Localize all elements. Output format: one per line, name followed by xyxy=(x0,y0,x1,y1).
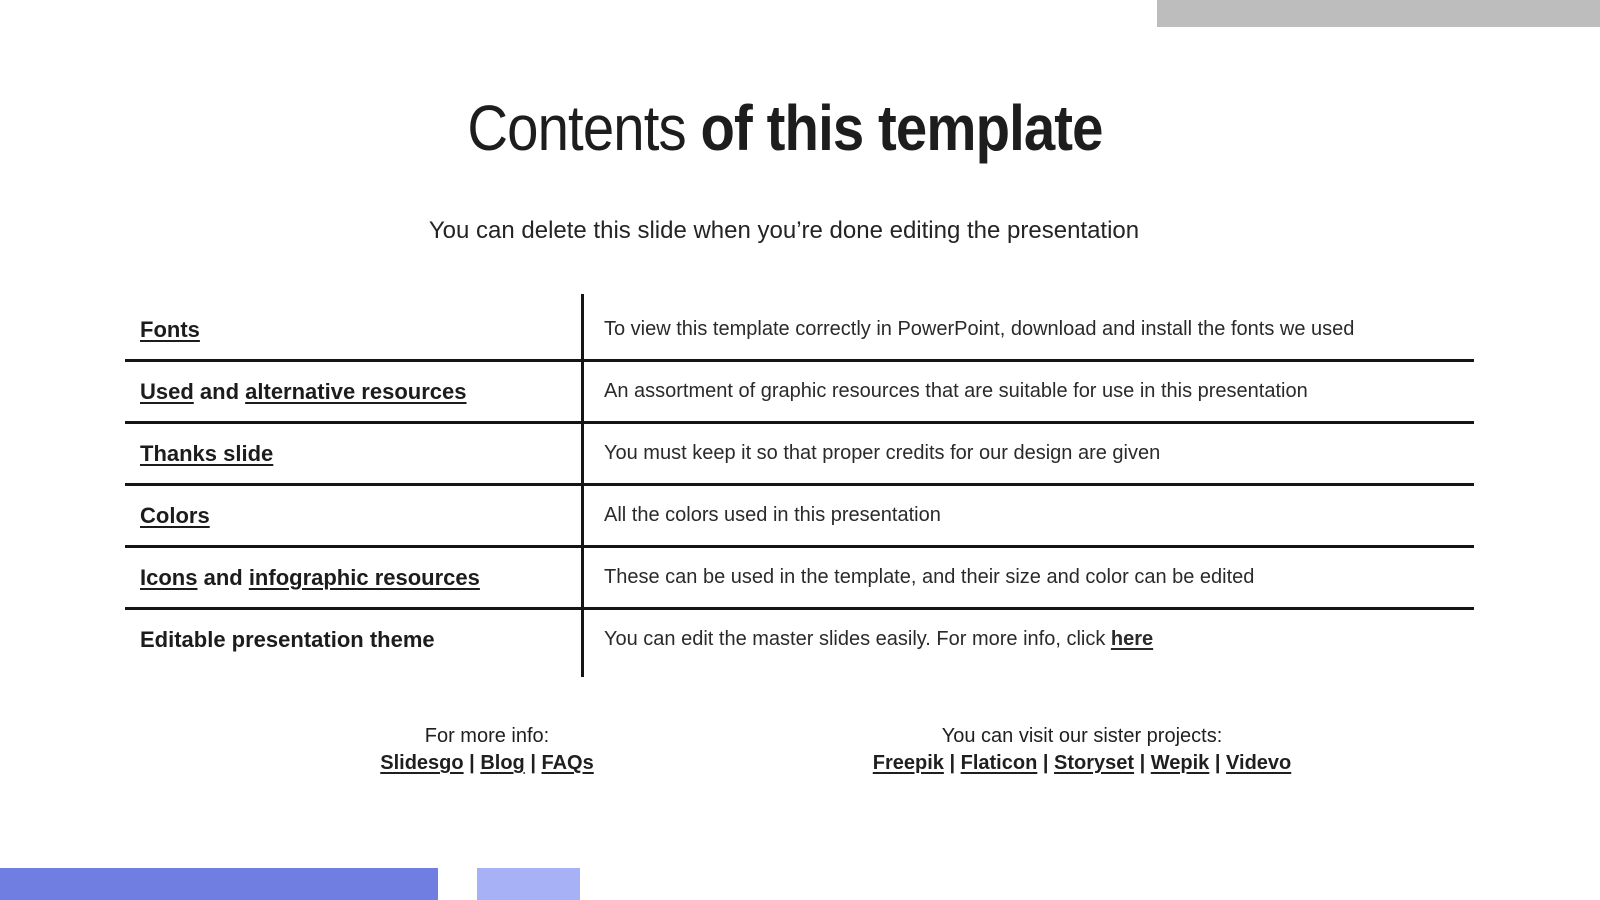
row-description-text: You can edit the master slides easily. For more info, click xyxy=(604,628,1111,650)
row-label xyxy=(125,373,583,411)
row-description xyxy=(583,496,1474,535)
footer-link-videvo[interactable]: Videvo xyxy=(1226,752,1292,774)
table-row xyxy=(125,421,1474,483)
footer-link-slidesgo[interactable]: Slidesgo xyxy=(380,752,464,774)
footer-more-info xyxy=(187,723,787,777)
row-description xyxy=(583,434,1474,473)
row-description-text: These can be used in the template, and their size and color can be edited xyxy=(604,566,1255,588)
row-description xyxy=(583,558,1474,597)
row-label xyxy=(125,435,583,473)
row-label-link[interactable]: Colors xyxy=(140,502,210,528)
row-label-text: Editable presentation theme xyxy=(140,626,435,652)
row-description-text: To view this template correctly in PowerPoint, download and install the fonts we used xyxy=(604,318,1355,340)
table-row xyxy=(125,359,1474,421)
row-label-text: and xyxy=(193,378,246,404)
page-subtitle: You can delete this slide when you’re done editing the presentation xyxy=(428,217,1140,244)
footer-link-flaticon[interactable]: Flaticon xyxy=(960,752,1038,774)
row-description xyxy=(583,620,1474,659)
page-title xyxy=(94,92,1476,164)
row-description-text: All the colors used in this presentation xyxy=(604,504,941,526)
table-row xyxy=(125,545,1474,607)
footer-more-info-links: Slidesgo | Blog | FAQs xyxy=(380,752,594,774)
row-label xyxy=(125,497,583,535)
footer-link-storyset[interactable]: Storyset xyxy=(1054,752,1135,774)
top-right-decoration-bar xyxy=(1157,0,1600,27)
table-row xyxy=(125,483,1474,545)
row-description-link[interactable]: here xyxy=(1110,628,1154,650)
contents-table xyxy=(125,300,1474,669)
page-title-regular: Contents xyxy=(467,92,701,164)
row-label-link[interactable]: Used xyxy=(140,378,194,404)
row-label xyxy=(125,559,583,597)
row-description xyxy=(583,372,1474,411)
bottom-left-bar-secondary xyxy=(477,868,580,900)
row-label-link[interactable]: Fonts xyxy=(140,316,200,342)
row-label xyxy=(125,311,583,349)
footer-sister-projects-links: Freepik | Flaticon | Storyset | Wepik | Videvo xyxy=(872,752,1292,774)
footer-link-freepik[interactable]: Freepik xyxy=(872,752,944,774)
row-description-text: You must keep it so that proper credits for our design are given xyxy=(604,442,1161,464)
table-row xyxy=(125,300,1474,359)
footer-link-faqs[interactable]: FAQs xyxy=(541,752,594,774)
page-title-bold: of this template xyxy=(700,92,1103,164)
footer-sister-projects-intro: You can visit our sister projects: xyxy=(941,725,1223,747)
row-label-text: and xyxy=(197,564,249,590)
row-label-link[interactable]: Icons xyxy=(140,564,198,590)
row-label-link[interactable]: Thanks slide xyxy=(140,440,274,466)
row-label-link[interactable]: alternative resources xyxy=(245,378,467,404)
footer-link-blog[interactable]: Blog xyxy=(480,752,525,774)
row-description xyxy=(583,310,1474,349)
table-vertical-divider xyxy=(581,294,584,677)
row-label-link[interactable]: infographic resources xyxy=(248,564,480,590)
table-row xyxy=(125,607,1474,669)
row-label xyxy=(125,621,583,659)
row-description-text: An assortment of graphic resources that are suitable for use in this presentation xyxy=(604,380,1308,402)
bottom-left-bar-primary xyxy=(0,868,438,900)
footer-sister-projects xyxy=(782,723,1382,777)
footer-link-wepik[interactable]: Wepik xyxy=(1150,752,1210,774)
footer-more-info-intro: For more info: xyxy=(424,725,550,747)
